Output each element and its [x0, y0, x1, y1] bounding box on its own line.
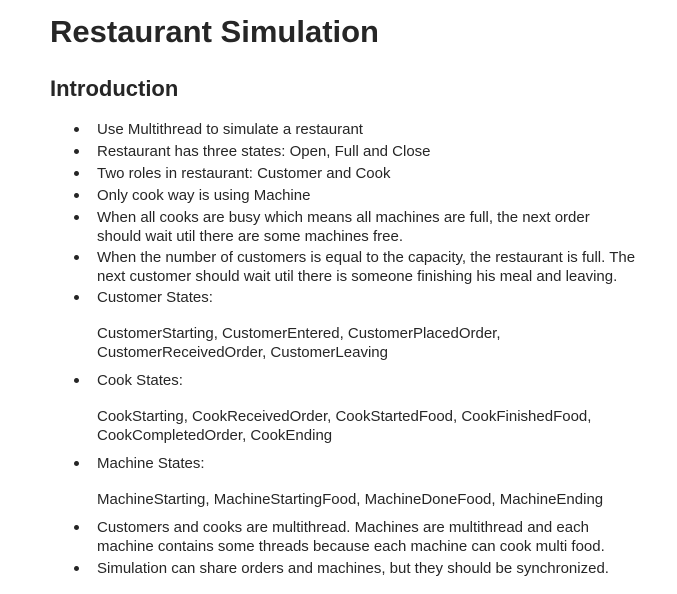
bullet-dot-icon [74, 149, 79, 154]
bullet-text-line-1: Customers and cooks are multithread. Machines are multithread and each [97, 519, 589, 536]
bullet-dot-icon [74, 171, 79, 176]
page-title: Restaurant Simulation [50, 14, 379, 49]
bullet-text: Simulation can share orders and machines, but they should be synchronized. [97, 560, 609, 577]
bullet-dot-icon [74, 378, 79, 383]
bullet-dot-icon [74, 295, 79, 300]
bullet-dot-icon [74, 255, 79, 260]
bullet-text: Cook States: [97, 372, 183, 389]
customer-states-line-2: CustomerReceivedOrder, CustomerLeaving [97, 344, 388, 361]
bullet-text: Restaurant has three states: Open, Full and Close [97, 143, 431, 160]
bullet-text: Only cook way is using Machine [97, 187, 311, 204]
cook-states-line-1: CookStarting, CookReceivedOrder, CookStartedFood, CookFinishedFood, [97, 408, 592, 425]
bullet-dot-icon [74, 461, 79, 466]
bullet-text: Machine States: [97, 455, 205, 472]
bullet-text-line-2: should wait util there are some machines free. [97, 228, 403, 245]
bullet-text-line-2: machine contains some threads because each machine can cook multi food. [97, 538, 605, 555]
bullet-text: Two roles in restaurant: Customer and Cook [97, 165, 391, 182]
bullet-dot-icon [74, 525, 79, 530]
machine-states-line-1: MachineStarting, MachineStartingFood, MachineDoneFood, MachineEnding [97, 491, 604, 508]
bullet-dot-icon [74, 215, 79, 220]
bullet-text: Customer States: [97, 289, 213, 306]
cook-states-line-2: CookCompletedOrder, CookEnding [97, 427, 333, 444]
bullet-text: Use Multithread to simulate a restaurant [97, 121, 363, 138]
bullet-text-line-1: When all cooks are busy which means all machines are full, the next order [97, 209, 590, 226]
bullet-dot-icon [74, 127, 79, 132]
bullet-dot-icon [74, 193, 79, 198]
bullet-text-line-2: next customer should wait util there is someone finishing his meal and leaving. [97, 268, 618, 285]
bullet-text-line-1: When the number of customers is equal to the capacity, the restaurant is full. The [97, 249, 636, 266]
section-heading-introduction: Introduction [50, 76, 179, 101]
customer-states-line-1: CustomerStarting, CustomerEntered, CustomerPlacedOrder, [97, 325, 501, 342]
bullet-dot-icon [74, 566, 79, 571]
